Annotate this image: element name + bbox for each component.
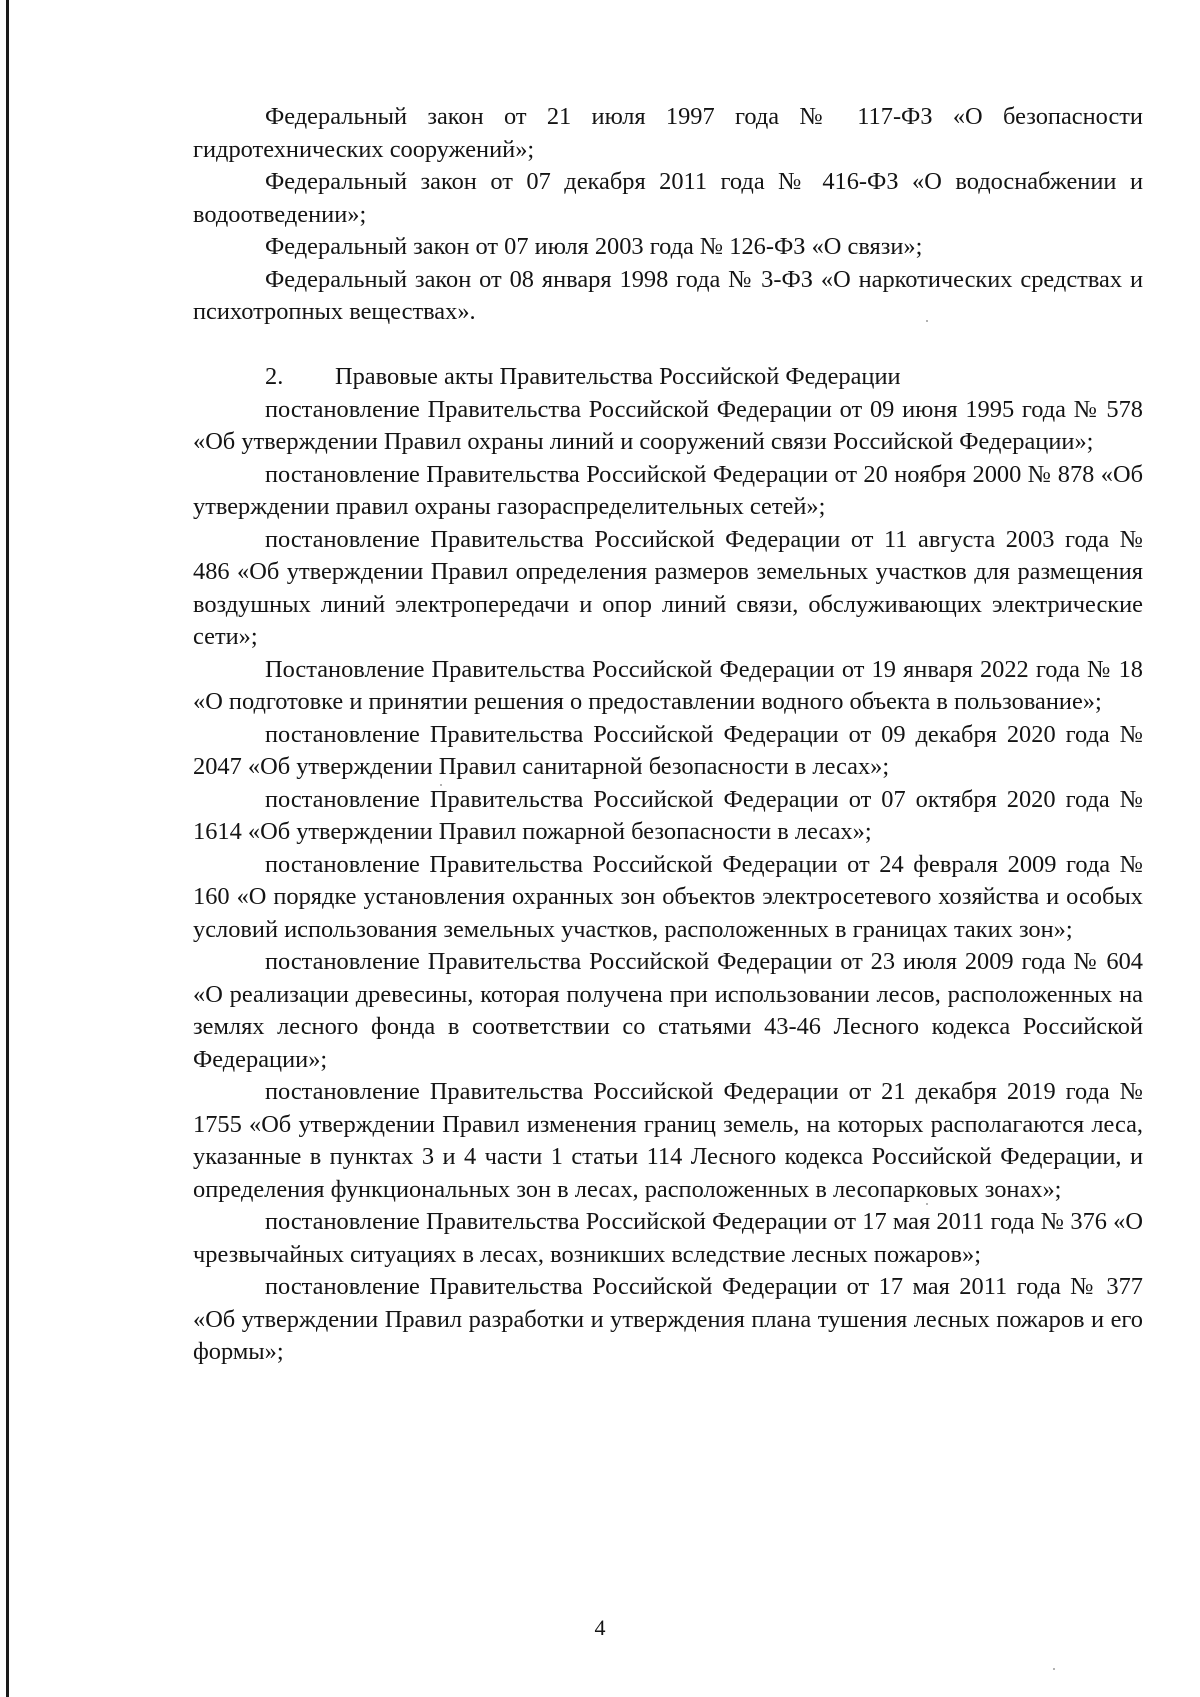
- document-body: [193, 101, 1143, 1369]
- act-paragraph: Постановление Правительства Российской Федерации от 19 января 2022 года № 18 «О подготовке и принятии решения о предоставлении водного объекта в пользование»;: [193, 655, 1143, 715]
- act-paragraph: постановление Правительства Российской Федерации от 09 декабря 2020 года № 2047 «Об утверждении Правил санитарной безопасности в лесах»;: [193, 720, 1143, 780]
- law-paragraph: Федеральный закон от 21 июля 1997 года № 117-ФЗ «О безопасности гидротехнических сооружений»;: [193, 103, 1143, 163]
- scan-speck: [1053, 1668, 1055, 1670]
- act-paragraph: постановление Правительства Российской Федерации от 11 августа 2003 года № 486 «Об утверждении Правил определения размеров земельных участков для размещения воздушных линий электропередачи и опор линий связи, обслуживающих электрические сети»;: [193, 525, 1143, 650]
- page-number: 4: [594, 1615, 606, 1640]
- act-paragraph: постановление Правительства Российской Федерации от 20 ноября 2000 № 878 «Об утверждении правил охраны газораспределительных сетей»;: [193, 460, 1143, 520]
- section-title: Правовые акты Правительства Российской Федерации: [335, 363, 901, 390]
- act-paragraph: постановление Правительства Российской Федерации от 17 мая 2011 года № 376 «О чрезвычайных ситуациях в лесах, возникших вследствие лесных пожаров»;: [193, 1208, 1143, 1268]
- section-number: 2.: [265, 363, 284, 390]
- act-paragraph: постановление Правительства Российской Федерации от 23 июля 2009 года № 604 «О реализации древесины, которая получена при использовании лесов, расположенных на землях лесного фонда в соответствии со статьями 43-46 Лесного кодекса Российской Федерации»;: [193, 948, 1143, 1073]
- act-paragraph: постановление Правительства Российской Федерации от 24 февраля 2009 года № 160 «О порядке установления охранных зон объектов электросетевого хозяйства и особых условий использования земельных участков, расположенных в границах таких зон»;: [193, 850, 1143, 943]
- section-heading: [193, 361, 1143, 394]
- law-paragraph: Федеральный закон от 07 июля 2003 года № 126-ФЗ «О связи»;: [265, 233, 923, 260]
- act-paragraph: постановление Правительства Российской Федерации от 21 декабря 2019 года № 1755 «Об утверждении Правил изменения границ земель, на которых располагаются леса, указанные в пунктах 3 и 4 части 1 статьи 114 Лесного кодекса Российской Федерации, и определения функциональных зон в лесах, расположенных в лесопарковых зонах»;: [193, 1078, 1143, 1203]
- act-paragraph: постановление Правительства Российской Федерации от 09 июня 1995 года № 578 «Об утверждении Правил охраны линий и сооружений связи Российской Федерации»;: [193, 395, 1143, 455]
- law-paragraph: Федеральный закон от 08 января 1998 года № 3-ФЗ «О наркотических средствах и психотропных веществах».: [193, 265, 1143, 325]
- act-paragraph: постановление Правительства Российской Федерации от 07 октября 2020 года № 1614 «Об утверждении Правил пожарной безопасности в лесах»;: [193, 785, 1143, 845]
- act-paragraph: постановление Правительства Российской Федерации от 17 мая 2011 года № 377 «Об утверждении Правил разработки и утверждения плана тушения лесных пожаров и его формы»;: [193, 1273, 1143, 1365]
- law-paragraph: Федеральный закон от 07 декабря 2011 года № 416-ФЗ «О водоснабжении и водоотведении»;: [193, 168, 1143, 228]
- scan-left-edge: [6, 0, 9, 1697]
